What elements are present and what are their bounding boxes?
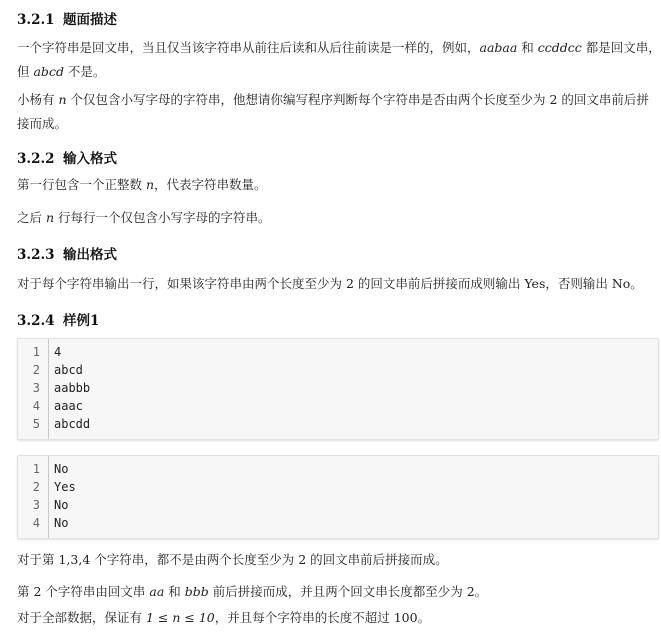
input-paragraph-1 [17,173,267,197]
line-number: 5 [32,417,40,431]
line-number: 3 [32,381,40,395]
section-heading-sample [17,309,99,329]
section-heading-description [17,8,117,28]
text: 小杨有 [17,92,59,107]
line-number: 2 [32,480,40,494]
math-var: n [58,92,67,107]
text: 但 [17,64,34,79]
text: 第一行包含一个正整数 [17,177,146,192]
math-var: abcd [33,64,64,79]
code-line: aaac [54,399,83,413]
constraints-paragraph [17,606,430,630]
code-line: abcdd [54,417,91,431]
line-number: 1 [32,462,40,476]
text: 不是。 [63,64,106,79]
math-var: n [145,177,155,192]
math-expression: 1 ≤ n ≤ 10 [145,610,215,625]
code-line: No [54,516,69,530]
line-number: 4 [32,399,40,413]
output-paragraph: 对于每个字符串输出一行，如果该字符串由两个长度至少为 2 的回文串前后拼接而成则输出 Yes，否则输出 No。 [17,276,643,291]
line-number: 4 [32,516,40,530]
text: 行每行一个仅包含小写字母的字符串。 [54,210,271,225]
section-title: 输入格式 [63,151,117,167]
line-number: 2 [32,363,40,377]
section-number: 3.2.2 [17,151,55,167]
code-line: 4 [54,345,62,359]
description-paragraph-1 [17,36,661,84]
section-heading-output [17,243,117,263]
text: 个仅包含小写字母的字符串，他想请你编写程序判断每个字符串是否由两个长度至少为 2 的回文串前后拼 [66,92,649,107]
line-number: 1 [32,345,40,359]
code-line: abcd [54,363,83,377]
section-number: 3.2.3 [17,247,55,263]
text: 和 [517,40,538,55]
math-var: bbb [184,584,209,599]
description-paragraph-2 [17,88,649,136]
code-line: Yes [54,480,76,494]
input-paragraph-2 [17,206,271,230]
sample-input-code-block [17,338,659,440]
section-title: 题面描述 [63,12,117,28]
text: 一个字符串是回文串，当且仅当该字符串从前往后读和从后往前读是一样的，例如， [17,40,480,55]
code-line: aabbb [54,381,91,395]
explanation-paragraph-2 [17,580,487,604]
text: ，并且每个字符串的长度不超过 100。 [214,610,431,625]
text: 和 [164,584,185,599]
text: 第 2 个字符串由回文串 [17,584,150,599]
text: 接而成。 [17,116,68,131]
text: ，代表字符串数量。 [154,177,267,192]
line-number: 3 [32,498,40,512]
text: 前后拼接而成，并且两个回文串长度都至少为 2。 [208,584,488,599]
section-title: 输出格式 [63,247,117,263]
code-line: No [54,462,69,476]
math-var: aabaa [479,40,518,55]
text: 都是回文串， [581,40,661,55]
section-title: 样例1 [63,313,100,329]
text: 之后 [17,210,46,225]
section-number: 3.2.4 [17,313,55,329]
sample-output-code-block [17,455,659,539]
math-var: aa [149,584,165,599]
text: 对于全部数据，保证有 [17,610,146,625]
explanation-paragraph-1: 对于第 1,3,4 个字符串，都不是由两个长度至少为 2 的回文串前后拼接而成。 [17,552,448,567]
math-var: ccddcc [537,40,582,55]
code-line: No [54,498,69,512]
section-number: 3.2.1 [17,12,55,28]
math-var: n [45,210,55,225]
section-heading-input [17,147,117,167]
